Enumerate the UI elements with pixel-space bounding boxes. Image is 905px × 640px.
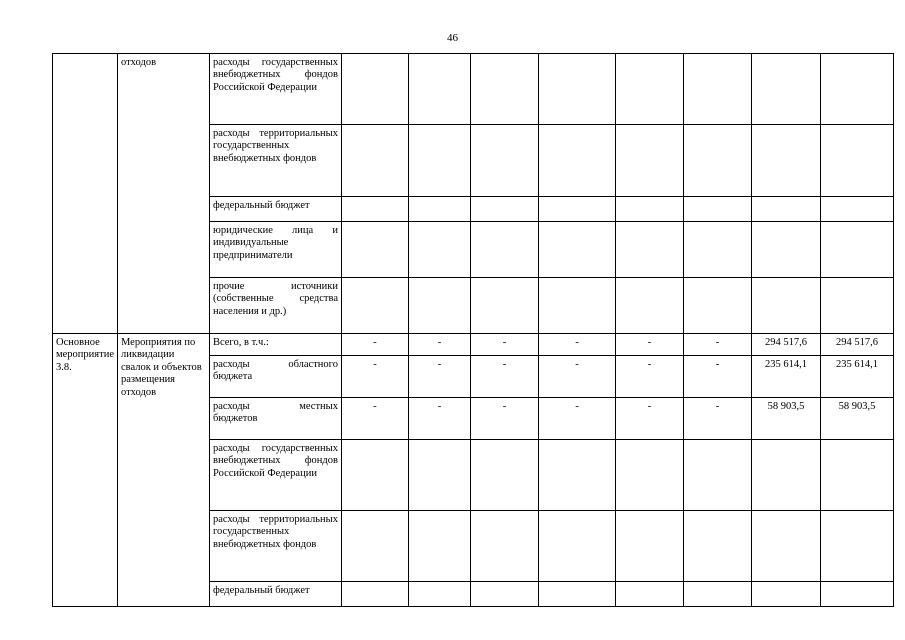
table-row	[53, 334, 894, 356]
funding-source-cell: юридические лица и индивидуальные предприниматели	[209, 222, 341, 278]
value-cell: -	[470, 356, 538, 398]
funding-source-cell: Всего, в т.ч.:	[209, 334, 341, 356]
value-cell: -	[683, 398, 751, 440]
value-cell: -	[615, 398, 683, 440]
budget-table	[52, 53, 894, 607]
funding-source-cell: федеральный бюджет	[209, 582, 341, 607]
value-cell: -	[408, 398, 470, 440]
status-cell: Основное мероприятие 3.8.	[53, 334, 118, 607]
funding-source-cell: прочие источники (собственные средства населения и др.)	[209, 278, 341, 334]
value-cell: -	[683, 356, 751, 398]
value-cell: -	[341, 398, 408, 440]
funding-source-cell: расходы областного бюджета	[209, 356, 341, 398]
value-cell: 58 903,5	[820, 398, 893, 440]
status-cell	[53, 54, 118, 334]
funding-source-cell: расходы государственных внебюджетных фондов Российской Федерации	[209, 440, 341, 511]
funding-source-cell: федеральный бюджет	[209, 197, 341, 222]
value-cell: -	[408, 334, 470, 356]
value-cell: -	[538, 356, 615, 398]
value-cell: -	[615, 334, 683, 356]
value-cell: -	[408, 356, 470, 398]
value-cell: 294 517,6	[820, 334, 893, 356]
value-cell: -	[341, 356, 408, 398]
value-cell: -	[538, 398, 615, 440]
value-cell: 58 903,5	[751, 398, 820, 440]
value-cell: 235 614,1	[820, 356, 893, 398]
program-cell: Мероприятия по ликвидации свалок и объектов размещения отходов	[117, 334, 209, 607]
value-cell: 235 614,1	[751, 356, 820, 398]
value-cell: -	[341, 334, 408, 356]
program-cell: отходов	[117, 54, 209, 334]
table-row	[53, 54, 894, 125]
value-cell: -	[683, 334, 751, 356]
funding-source-cell: расходы местных бюджетов	[209, 398, 341, 440]
value-cell: -	[615, 356, 683, 398]
funding-source-cell: расходы территориальных государственных внебюджетных фондов	[209, 125, 341, 197]
value-cell: -	[538, 334, 615, 356]
value-cell: -	[470, 398, 538, 440]
value-cell: -	[470, 334, 538, 356]
value-cell: 294 517,6	[751, 334, 820, 356]
page-number: 46	[447, 32, 458, 44]
funding-source-cell: расходы государственных внебюджетных фондов Российской Федерации	[209, 54, 341, 125]
funding-source-cell: расходы территориальных государственных внебюджетных фондов	[209, 511, 341, 582]
